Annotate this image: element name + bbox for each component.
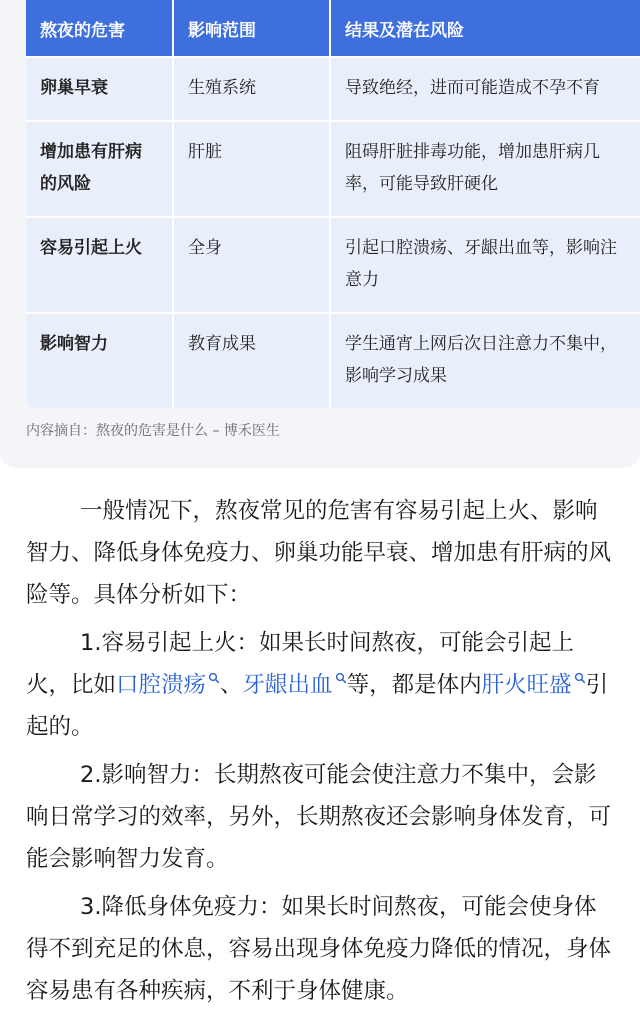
search-icon[interactable] (574, 672, 586, 684)
table-row (26, 216, 640, 312)
table-cell-result: 引起口腔溃疡、牙龈出血等，影响注意力 (331, 216, 640, 312)
table-cell-result: 导致绝经，进而可能造成不孕不育 (331, 56, 640, 120)
article-point-1: 1.容易引起上火：如果长时间熬夜，可能会引起上火，比如口腔溃疡 、牙龈出血 等，都是体内肝火旺盛 引起的。 (26, 630, 609, 740)
link-liver-fire[interactable]: 肝火旺盛 (481, 672, 572, 698)
table-cell-result: 学生通宵上网后次日注意力不集中，影响学习成果 (331, 312, 640, 408)
article-body (26, 490, 616, 1012)
table-cell-scope: 生殖系统 (174, 56, 331, 120)
table-card (0, 0, 640, 468)
search-icon[interactable] (208, 672, 220, 684)
table-cell-hazard: 容易引起上火 (26, 216, 174, 312)
column-header-result: 结果及潜在风险 (331, 0, 640, 56)
table-cell-hazard: 增加患有肝病的风险 (26, 120, 174, 216)
link-oral-ulcer[interactable]: 口腔溃疡 (116, 672, 207, 698)
table-cell-scope: 全身 (174, 216, 331, 312)
table-row (26, 56, 640, 120)
table-cell-result: 阻碍肝脏排毒功能，增加患肝病几率，可能导致肝硬化 (331, 120, 640, 216)
table-cell-scope: 教育成果 (174, 312, 331, 408)
table-row (26, 120, 640, 216)
column-header-hazard: 熬夜的危害 (26, 0, 174, 56)
column-header-scope: 影响范围 (174, 0, 331, 56)
search-icon[interactable] (335, 672, 347, 684)
table-cell-hazard: 卵巢早衰 (26, 56, 174, 120)
article-intro: 一般情况下，熬夜常见的危害有容易引起上火、影响智力、降低身体免疫力、卵巢功能早衰、增加患有肝病的风险等。具体分析如下： (26, 498, 612, 608)
table-cell-scope: 肝脏 (174, 120, 331, 216)
hazard-table (26, 0, 640, 408)
article-point-3: 3.降低身体免疫力：如果长时间熬夜，可能会使身体得不到充足的休息，容易出现身体免疫力降低的情况，身体容易患有各种疾病，不利于身体健康。 (26, 894, 612, 1004)
link-gum-bleeding[interactable]: 牙龈出血 (242, 672, 333, 698)
source-note: 内容摘自：熬夜的危害是什么 – 博禾医生 (26, 423, 280, 439)
table-row (26, 312, 640, 408)
table-container (26, 0, 640, 408)
table-cell-hazard: 影响智力 (26, 312, 174, 408)
article-point-2: 2.影响智力：长期熬夜可能会使注意力不集中，会影响日常学习的效率，另外，长期熬夜还会影响身体发育，可能会影响智力发育。 (26, 762, 612, 872)
table-header-row (26, 0, 640, 56)
